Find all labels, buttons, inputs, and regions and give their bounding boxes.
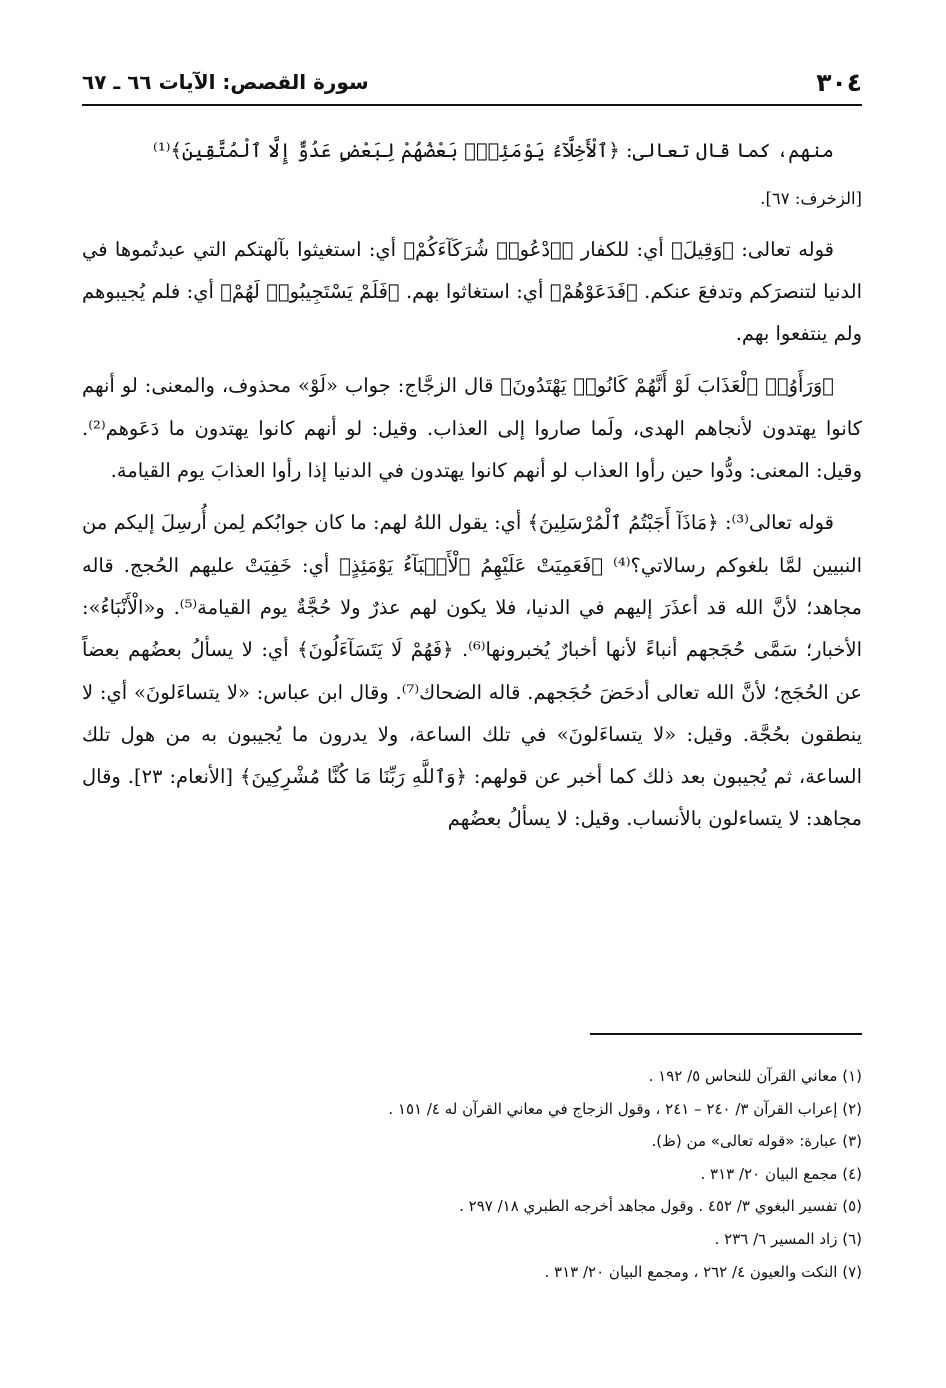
footnote-4: (٤) مجمع البيان ٢٠/ ٣١٣ . [700, 1164, 862, 1183]
paragraph-1: منهم، كما قال تعالى: ﴿ٱلْأَخِلَّآءُ يَوْمَئِذٍۭ بَعْضُهُمْ لِبَعْضٍ عَدُوٌّ إِلَّا ٱلْمُتَّقِينَ﴾⁽¹⁾ [153, 139, 834, 162]
running-title: سورة القصص: الآيات ٦٦ ـ ٦٧ [82, 70, 369, 94]
footnote-divider [590, 1033, 862, 1035]
paragraph-1-reference: [الزخرف: ٦٧]. [760, 189, 862, 209]
paragraph-4: قوله تعالى⁽³⁾: ﴿مَاذَآ أَجَبْتُمُ ٱلْمُرْسَلِينَ﴾ أي: يقول اللهُ لهم: ما كان جوابُكم لِمن أُرسِلَ إليكم من النبيين لمَّا بلغوكم رسالاتي؟⁽⁴⁾ ﴿فَعَمِيَتْ عَلَيْهِمُ ٱلْأَنۢبَآءُ يَوْمَئِذٍ﴾ أي: خَفِيَتْ عليهم الحُجج. قاله مجاهد؛ لأنَّ الله قد أعذَرَ إليهم في الدنيا، فلا يكون لهم عذرٌ ولا حُجَّةٌ يوم القيامة⁽⁵⁾. و«الْأَنْبَاءُ»: الأخبار؛ سَمَّى حُجَجهم أنباءً لأنها أخبارٌ يُخبرونها⁽⁶⁾. ﴿فَهُمْ لَا يَتَسَآءَلُونَ﴾ أي: لا يسألُ بعضُهم بعضاً عن الحُجَج؛ لأنَّ الله تعالى أدحَضَ حُجَجهم. قاله الضحاك⁽⁷⁾. وقال ابن عباس: «لا يتساءَلونَ» أي: لا ينطقون بحُجَّة. وقيل: «لا يتساءَلونَ» في تلك الساعة، ولا يدرون ما يُجيبون به من هول تلك الساعة، ثم يُجيبون بعد ذلك كما أخبر عن قولهم: ﴿وَٱللَّهِ رَبِّنَا مَا كُنَّا مُشْرِكِينَ﴾ [الأنعام: ٢٣]. وقال مجاهد: لا يتساءلون بالأنساب. وقيل: لا يسألُ بعضُهم [82, 511, 862, 831]
footnote-1: (١) معاني القرآن للنحاس ٥/ ١٩٢ . [648, 1067, 862, 1085]
footnote-3: (٣) عبارة: «قوله تعالى» من (ظ). [651, 1132, 862, 1151]
page-header [82, 62, 862, 102]
footnote-5: (٥) تفسير البغوي ٣/ ٤٥٢ . وقول مجاهد أخرجه الطبري ١٨/ ٢٩٧ . [459, 1197, 862, 1216]
footnote-6: (٦) زاد المسير ٦/ ٢٣٦ . [714, 1229, 862, 1248]
page-number: ٣٠٤ [816, 68, 862, 97]
paragraph-2: قوله تعالى: ﴿وَقِيلَ﴾ أي: للكفار ﴿ٱدْعُوا۟ شُرَكَآءَكُمْ﴾ أي: استغيثوا بآلهتكم التي عبدتُموها في الدنيا لتنصرَكم وتدفعَ عنكم. ﴿فَدَعَوْهُمْ﴾ أي: استغاثوا بهم. ﴿فَلَمْ يَسْتَجِيبُوا۟ لَهُمْ﴾ أي: فلم يُجيبوهم ولم ينتفعوا بهم. [82, 237, 862, 346]
footnotes [82, 1060, 862, 1288]
header-divider [82, 104, 862, 106]
paragraph-3: ﴿وَرَأَوُا۟ ٱلْعَذَابَ لَوْ أَنَّهُمْ كَانُوا۟ يَهْتَدُونَ﴾ قال الزجَّاج: جواب «لَوْ» محذوف، والمعنى: لو أنهم كانوا يهتدون لأنجاهم الهدى، ولَما صاروا إلى العذاب. وقيل: لو أنهم كانوا يهتدون ما دَعَوهم⁽²⁾. وقيل: المعنى: ودُّوا حين رأوا العذاب لو أنهم كانوا يهتدون في الدنيا إذا رأوا العذابَ يوم القيامة. [82, 374, 862, 483]
main-text [82, 130, 862, 851]
footnote-2: (٢) إعراب القرآن ٣/ ٢٤٠ – ٢٤١ ، وقول الزجاج في معاني القرآن له ٤/ ١٥١ . [388, 1099, 862, 1118]
footnote-7: (٧) النكت والعيون ٤/ ٢٦٢ ، ومجمع البيان ٢٠/ ٣١٣ . [544, 1262, 862, 1281]
